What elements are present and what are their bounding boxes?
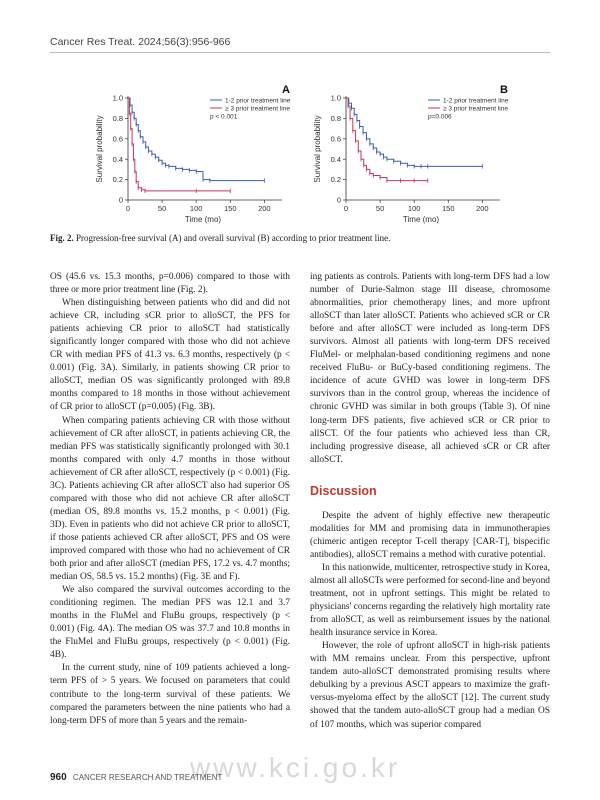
y-tick-label: 0.6 bbox=[112, 134, 123, 144]
caption-label: Fig. 2. bbox=[50, 233, 74, 243]
page-footer bbox=[50, 772, 222, 783]
y-tick-label: 0.2 bbox=[330, 175, 341, 185]
x-tick-label: 0 bbox=[125, 204, 131, 213]
running-header: Cancer Res Treat. 2024;56(3):956-966 bbox=[50, 36, 231, 48]
y-tick-label: 0 bbox=[118, 195, 123, 205]
left-column bbox=[50, 271, 290, 728]
legend-entry: ≥ 3 prior treatment line bbox=[443, 105, 508, 113]
figure-caption bbox=[50, 233, 560, 243]
y-tick-label: 0.6 bbox=[330, 134, 341, 144]
x-tick-label: 150 bbox=[224, 204, 237, 213]
y-tick-label: 0.2 bbox=[112, 175, 123, 185]
paragraph: In this nationwide, multicenter, retrospective study in Korea, almost all alloSCTs were performed for second-line and beyond treatment, not in upfront settings. This might be related to physicians' concerns regarding the relatively high mortality rate from alloSCT, as well as reimbursement issues by the national health insurance service in Korea. bbox=[310, 562, 550, 639]
km-curve-series-2 bbox=[346, 98, 428, 181]
legend-entry: 1-2 prior treatment line bbox=[443, 97, 509, 105]
p-value-label: p < 0.001 bbox=[210, 113, 238, 121]
y-tick-label: 1.0 bbox=[330, 93, 341, 103]
paragraph: OS (45.6 vs. 15.3 months, p=0.006) compared to those with three or more prior treatment line (Fig. 2). bbox=[50, 272, 290, 296]
y-tick-label: 0.8 bbox=[112, 114, 123, 123]
paragraph: However, the role of upfront alloSCT in high-risk patients with MM remains unclear. From this perspective, upfront tandem auto-alloSCT demonstrated promising results where debulking by a previous ASCT appears to maximize the graft-versus-myeloma effect by the alloSCT [12]. The current study showed that the tandem auto-alloSCT group had a median OS of 107 months, which was superior compared bbox=[310, 641, 550, 730]
x-tick-label: 150 bbox=[442, 204, 455, 213]
caption-text: Progression-free survival (A) and overall survival (B) according to prior treatment line. bbox=[76, 233, 391, 243]
y-tick-label: 1.0 bbox=[112, 93, 123, 103]
header-divider bbox=[50, 52, 550, 53]
x-axis-label: Time (mo) bbox=[402, 215, 440, 224]
panel-label: B bbox=[500, 84, 508, 96]
x-tick-label: 200 bbox=[258, 204, 271, 213]
x-tick-label: 100 bbox=[189, 204, 203, 213]
y-tick-label: 0 bbox=[336, 195, 341, 205]
x-tick-label: 50 bbox=[157, 204, 167, 213]
watermark: www.kci.go.kr bbox=[190, 752, 401, 783]
y-axis-label: Survival probability bbox=[95, 115, 104, 183]
figure-2 bbox=[80, 78, 520, 228]
chart-panel-a bbox=[80, 78, 295, 228]
footer-journal-name: CANCER RESEARCH AND TREATMENT bbox=[72, 773, 223, 782]
legend-entry: ≥ 3 prior treatment line bbox=[225, 105, 290, 113]
paragraph: When distinguishing between patients who did and did not achieve CR, including sCR prior to alloSCT, the PFS for patients achieving CR prior to alloSCT had statistically significantly longer compared with those who did not achieve CR with median PFS of 41.3 vs. 6.3 months, respectively (p < 0.001) (Fig. 3A). Similarly, in patients showing CR prior to alloSCT, median OS was significantly prolonged with 89.8 months compared to 18 months in those without achievement of CR prior to alloSCT (p=0.005) (Fig. 3B). bbox=[50, 298, 290, 413]
paragraph: In the current study, nine of 109 patients achieved a long-term PFS of > 5 years. We focused on parameters that could contribute to the long-term survival of these patients. We compared the parameters between the nine patients who had a long-term DFS of more than 5 years and the remain- bbox=[50, 663, 290, 726]
panel-label: A bbox=[282, 84, 290, 96]
right-column bbox=[310, 271, 550, 732]
section-title-discussion: Discussion bbox=[310, 483, 377, 498]
page-number: 960 bbox=[50, 772, 67, 783]
paragraph: ing patients as controls. Patients with long-term DFS had a low number of Durie-Salmon stage III disease, chromosome abnormalities, prior chemotherapy lines, and more upfront alloSCT than later alloSCT. Patients who achieved sCR or CR before and after alloSCT were included as long-term DFS survivors. Almost all patients with long-term DFS received FluMel- or melphalan-based conditioning regimens and none received FluBu- or BuCy-based conditioning regimens. The incidence of acute GVHD was lower in long-term DFS survivors than in the control group, whereas the incidence of chronic GVHD was similar in both groups (Table 3). Of nine long-term DFS patients, five achieved sCR or CR prior to allSCT. Of the four patients who achieved less than CR, including progressive disease, all achieved sCR or CR after alloSCT. bbox=[310, 272, 550, 465]
x-tick-label: 100 bbox=[407, 204, 421, 213]
paragraph: We also compared the survival outcomes according to the conditioning regimen. The median PFS was 12.1 and 3.7 months in the FluMel and FluBu groups, respectively (p < 0.001) (Fig. 4A). The median OS was 37.7 and 10.8 months in the FluMel and FluBu groups, respectively (p < 0.001) (Fig. 4B). bbox=[50, 585, 290, 661]
y-tick-label: 0.4 bbox=[330, 154, 341, 164]
y-tick-label: 0.4 bbox=[112, 154, 123, 164]
paragraph: Despite the advent of highly effective new therapeutic modalities for MM and promising data in immunotherapies (chimeric antigen receptor T-cell therapy [CAR-T], bispecific antibodies), alloSCT remains a method with curative potential. bbox=[310, 510, 550, 560]
x-axis-label: Time (mo) bbox=[184, 215, 222, 224]
x-tick-label: 50 bbox=[375, 204, 385, 213]
km-curve-series-2 bbox=[128, 98, 230, 191]
y-tick-label: 0.8 bbox=[330, 114, 341, 123]
x-tick-label: 0 bbox=[343, 204, 349, 213]
y-axis-label: Survival probability bbox=[313, 115, 322, 183]
p-value-label: p=0.006 bbox=[428, 113, 452, 121]
paragraph: When comparing patients achieving CR with those without achievement of CR after alloSCT, in patients achieving CR, the median PFS was statistically significantly prolonged with 30.1 months compared with only 4.7 months in those without achievement of CR after alloSCT, respectively (p < 0.001) (Fig. 3C). Patients achieving CR after alloSCT also had superior OS compared with those who did not achieve CR after alloSCT (median OS, 89.8 months vs. 15.2 months, p < 0.001) (Fig. 3D). Even in patients who did not achieve CR prior to alloSCT, if those patients achieved CR after alloSCT, PFS and OS were improved compared with those who had no achievement of CR both prior and after alloSCT (median PFS, 17.2 vs. 4.7 months; median OS, 58.5 vs. 15.2 months) (Fig. 3E and F). bbox=[50, 415, 290, 583]
chart-panel-b bbox=[298, 78, 513, 228]
x-tick-label: 200 bbox=[476, 204, 489, 213]
legend-entry: 1-2 prior treatment line bbox=[225, 97, 291, 105]
